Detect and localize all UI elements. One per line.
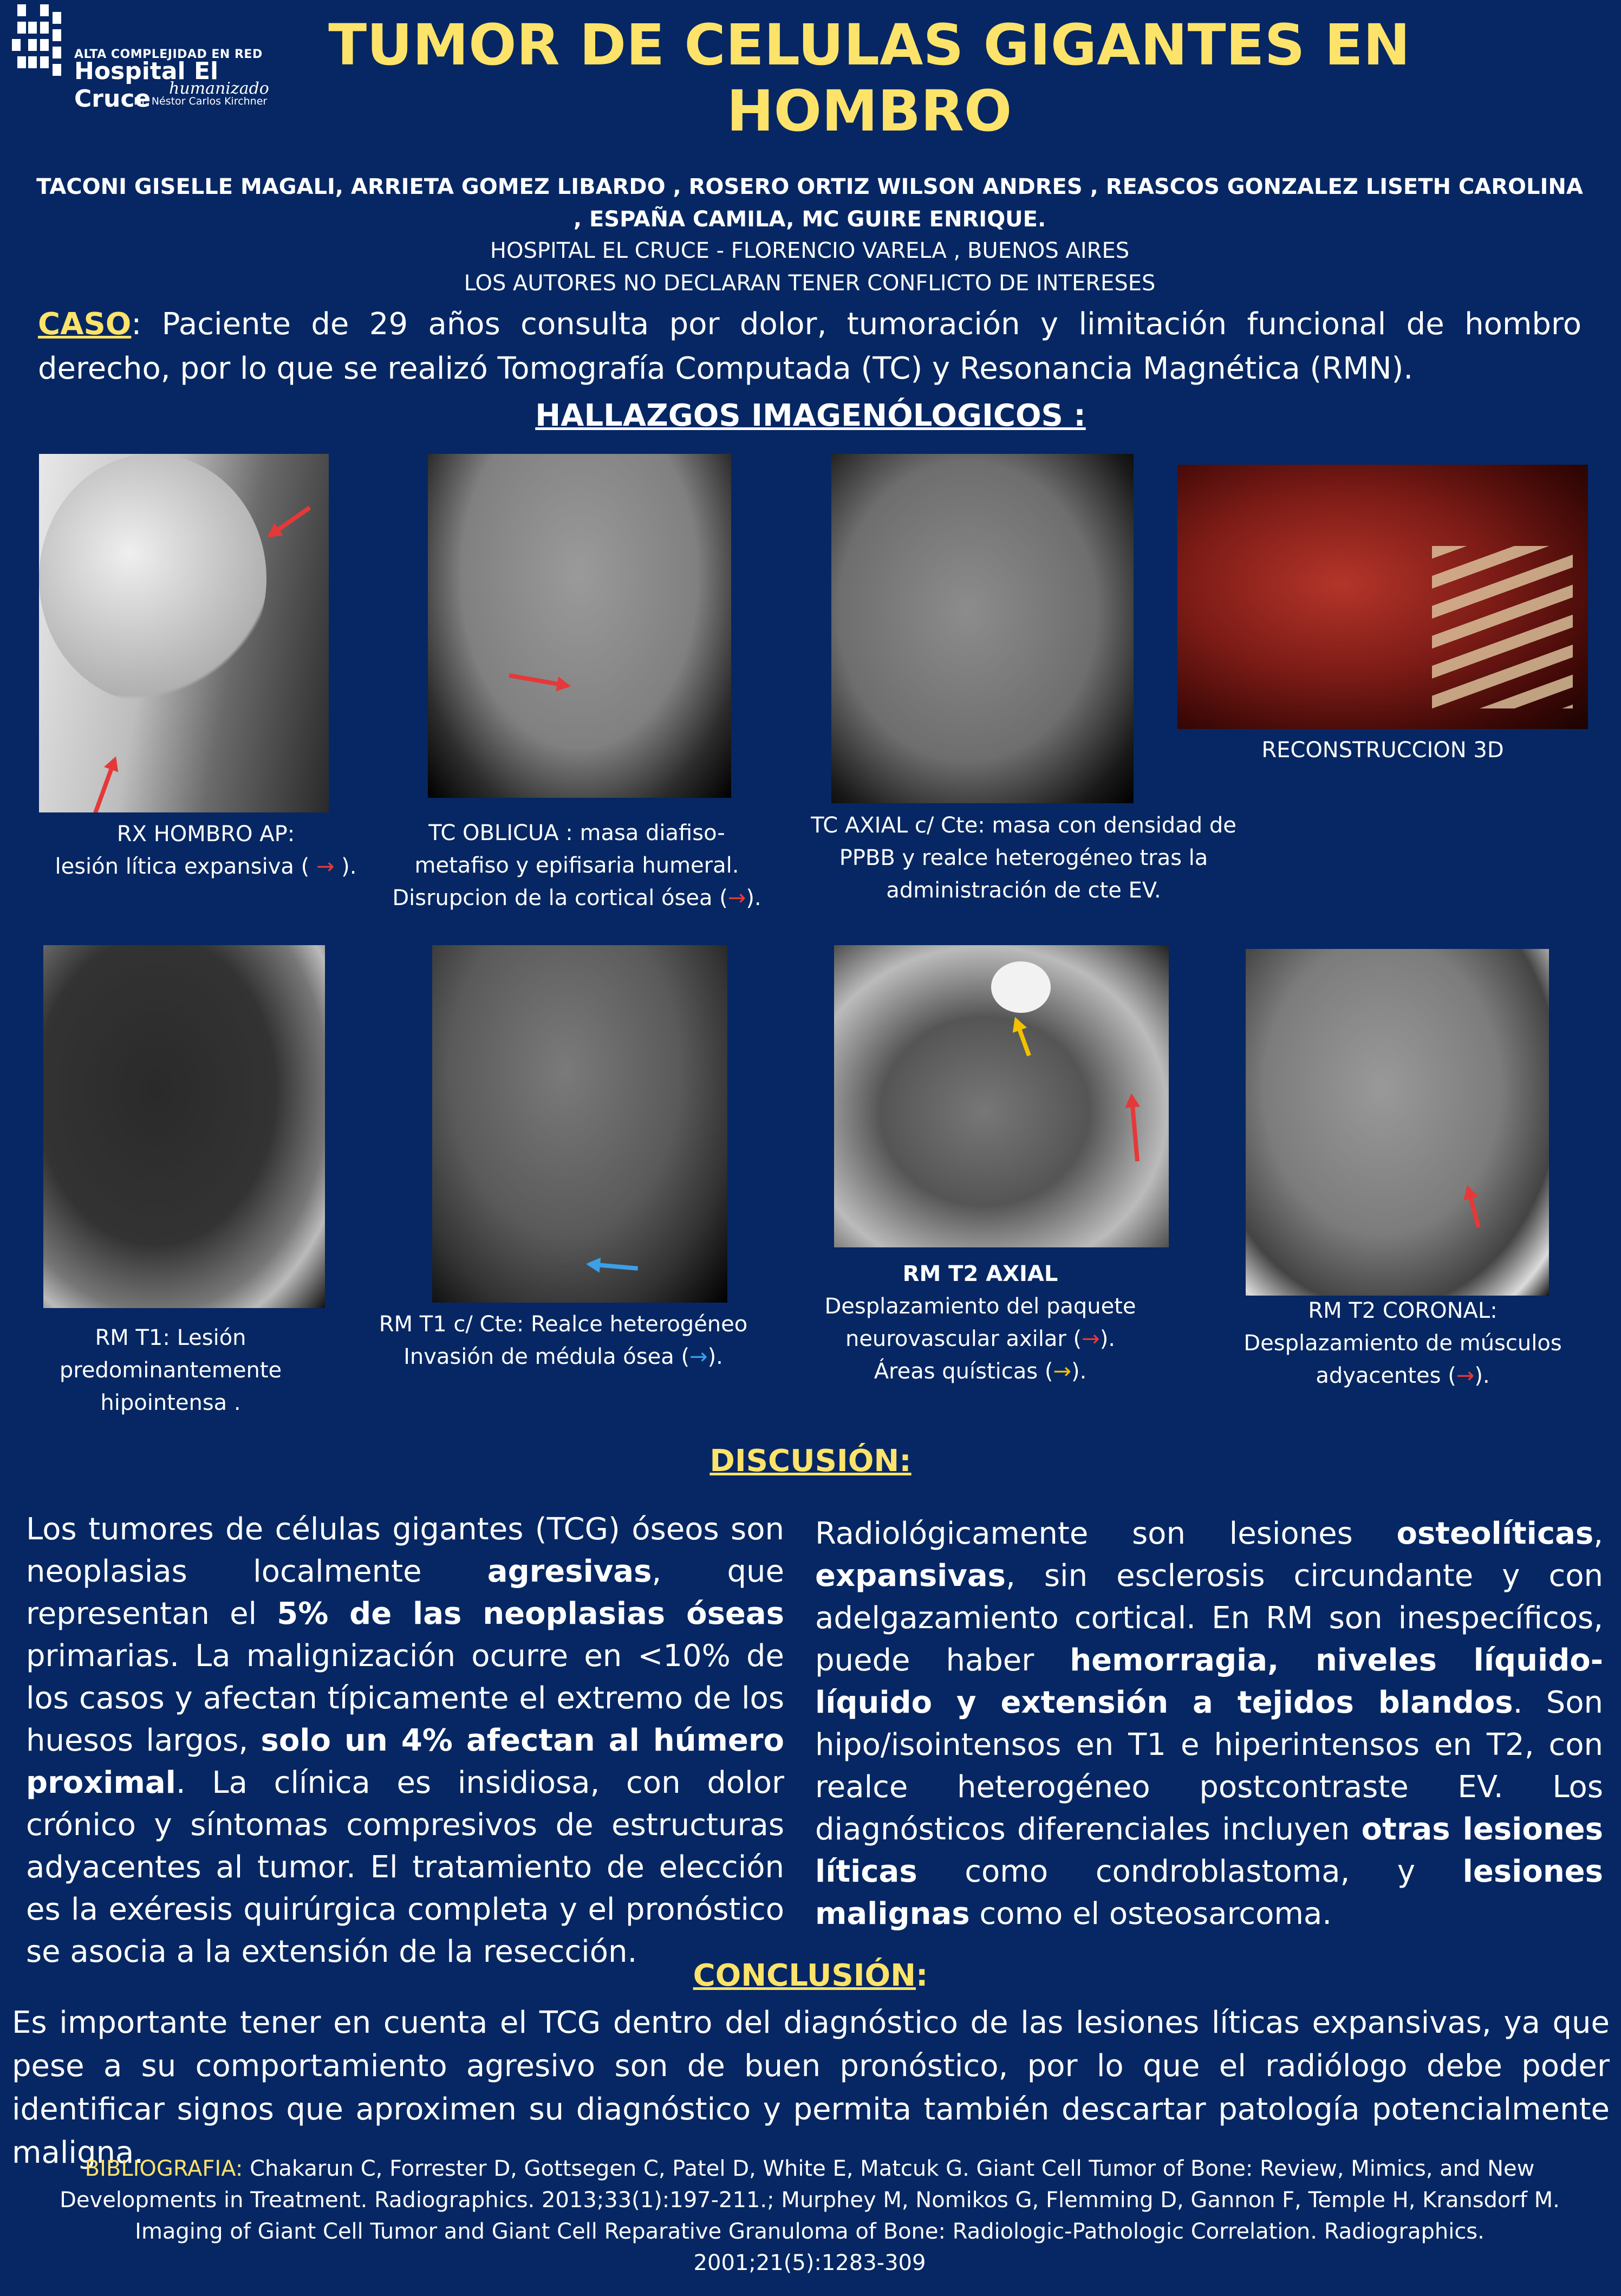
discussion-right-column <box>815 1513 1603 1935</box>
discusion-left-run: . La clínica es insidiosa, con dolor crónico y síntomas compresivos de estructuras adyacentes al tumor. El tratamiento de elección es la exéresis quirúrgica completa y el pronóstico se asocia a la extensión de la resección. <box>26 1765 784 1969</box>
caption-rm-t1-line2: predominantemente <box>59 1358 282 1383</box>
red-arrow-icon: → <box>727 886 746 910</box>
mri-t2-axial-image <box>834 945 1169 1247</box>
discusion-left-run: solo un 4% afectan al húmero proximal <box>26 1723 785 1800</box>
discusion-right-run: Radiológicamente son lesiones <box>815 1516 1397 1551</box>
discusion-right-run: osteolíticas <box>1396 1516 1594 1551</box>
discusion-right-run: como condroblastoma, y <box>917 1854 1463 1889</box>
caption-rm-t2-coronal-line1: RM T2 CORONAL: <box>1308 1298 1498 1323</box>
caption-3d: RECONSTRUCCION 3D <box>1261 738 1504 763</box>
discusion-right-run: como el osteosarcoma. <box>969 1896 1332 1931</box>
caption-rm-t2-axial-end3: ). <box>1071 1359 1087 1384</box>
bibliography-text: Chakarun C, Forrester D, Gottsegen C, Patel D, White E, Matcuk G. Giant Cell Tumor of Bone: Review, Mimics, and New Developments in Treatment. Radiographics. 2013;33(1):197-211.; Murphey M, Nomikos G, Flemming D, Gannon F, Temple H, Kransdorf M. Imaging of Giant Cell Tumor and Giant Cell Reparative Granuloma of Bone: Radiologic-Pathologic Correlation. Radiographics. 2001;21(5):1283-309 <box>60 2156 1560 2275</box>
caption-rm-t2-axial-line1: Desplazamiento del paquete <box>824 1294 1136 1319</box>
logo-figures-icon <box>12 4 71 64</box>
ct-oblique-image <box>428 454 731 798</box>
caption-rm-t2-coronal-text: adyacentes ( <box>1316 1363 1456 1388</box>
caption-rm-t2-axial <box>791 1258 1170 1388</box>
discusion-right-run: otras lesiones líticas <box>815 1812 1603 1889</box>
mri-t2-coronal-image <box>1246 949 1549 1296</box>
discusion-left-run: 5% de las neoplasias óseas <box>277 1596 784 1631</box>
discusion-right-run: hemorragia, niveles líquido- líquido y extensión a tejidos blandos <box>815 1643 1603 1720</box>
yellow-arrow-icon: → <box>1053 1359 1071 1384</box>
caption-rx-text: lesión lítica expansiva ( <box>55 854 316 879</box>
bibliography-label: BIBLIOGRAFIA: <box>84 2156 243 2181</box>
ct-axial-image <box>831 454 1134 803</box>
caption-ct-oblique-line2: metafiso y epifisaria humeral. <box>414 853 739 878</box>
caption-rm-t2-coronal <box>1208 1295 1598 1392</box>
case-label: CASO <box>38 307 132 342</box>
caption-rm-t2-axial-line2 <box>791 1323 1170 1355</box>
caption-rm-t1-contrast-line2 <box>357 1341 769 1373</box>
red-arrow-icon: → <box>316 854 335 879</box>
logo-subname: Dr. Néstor Carlos Kirchner <box>134 95 268 107</box>
caption-rm-t1-contrast <box>357 1308 769 1373</box>
mri-t1-image <box>43 945 325 1308</box>
case-text: : Paciente de 29 años consulta por dolor, tumoración y limitación funcional de hombro derecho, por lo que se realizó Tomografía Computada (TC) y Resonancia Magnética (RMN). <box>38 307 1581 386</box>
caption-rm-t2-axial-end2: ). <box>1099 1326 1116 1351</box>
caption-ct-oblique-line3 <box>382 882 772 914</box>
caption-ct-oblique-line1: TC OBLICUA : masa diafiso- <box>428 821 725 845</box>
logo-tagline: ALTA COMPLEJIDAD EN RED <box>74 48 263 61</box>
caption-ct-oblique <box>382 817 772 914</box>
discusion-right-run: . Son hipo/isointensos en T1 e hiperintensos en T2, con realce heterogéneo postcontraste EV. Los diagnósticos diferenciales incluyen <box>815 1685 1603 1847</box>
caption-rm-t2-coronal-line3 <box>1208 1360 1598 1392</box>
discusion-right-run: , <box>1593 1516 1603 1551</box>
conclusion-colon: : <box>916 1958 928 1993</box>
caption-rx-line1: RX HOMBRO AP: <box>116 822 295 847</box>
affiliation: HOSPITAL EL CRUCE - FLORENCIO VARELA , BUENOS AIRES <box>490 238 1130 263</box>
discussion-heading-text: DISCUSIÓN: <box>709 1443 912 1479</box>
discussion-left-column <box>26 1508 784 1973</box>
caption-rm-t2-axial-text3: Áreas quísticas ( <box>874 1359 1053 1384</box>
discusion-right-run: , sin esclerosis circundante y con adelgazamiento cortical. En RM son inespecíficos, puede haber <box>815 1558 1603 1678</box>
red-arrow-icon: → <box>1456 1363 1475 1388</box>
caption-rm-t2-axial-line3 <box>791 1355 1170 1388</box>
caption-rx <box>32 818 379 883</box>
caption-rm-t2-axial-title: RM T2 AXIAL <box>902 1261 1058 1286</box>
hospital-logo <box>12 4 283 113</box>
red-arrow-icon: → <box>1082 1326 1100 1351</box>
logo-script: humanizado <box>169 79 269 98</box>
mri-t1-contrast-image <box>432 945 727 1303</box>
authors: TACONI GISELLE MAGALI, ARRIETA GOMEZ LIBARDO , ROSERO ORTIZ WILSON ANDRES , REASCOS GONZALEZ LISETH CAROLINA , ESPAÑA CAMILA, MC GUIRE ENRIQUE. <box>36 174 1583 232</box>
conclusion-heading-text: CONCLUSIÓN <box>693 1958 916 1993</box>
case-paragraph <box>38 302 1581 391</box>
affiliation-block <box>32 235 1587 300</box>
poster-title: TUMOR DE CELULAS GIGANTES EN HOMBRO <box>328 12 1410 144</box>
conflict-statement: LOS AUTORES NO DECLARAN TENER CONFLICTO DE INTERESES <box>464 271 1156 296</box>
caption-rm-t2-coronal-line2: Desplazamiento de músculos <box>1244 1331 1562 1356</box>
caption-rm-t1-line3: hipointensa . <box>100 1390 241 1415</box>
caption-rm-t2-coronal-end: ). <box>1474 1363 1490 1388</box>
caption-rm-t1-contrast-line1: RM T1 c/ Cte: Realce heterogéneo <box>379 1312 748 1337</box>
bibliography <box>38 2153 1581 2279</box>
caption-rm-t1-contrast-text: Invasión de médula ósea ( <box>403 1344 690 1369</box>
caption-ct-axial-line2: PPBB y realce heterogéneo tras la <box>839 845 1208 870</box>
discusion-right-run: lesiones malignas <box>815 1854 1603 1931</box>
caption-rx-end: ). <box>334 854 357 879</box>
discusion-right-run: expansivas <box>815 1558 1006 1593</box>
findings-heading: HALLAZGOS IMAGENÓLOGICOS : <box>535 398 1086 433</box>
caption-ct-axial-line1: TC AXIAL c/ Cte: masa con densidad de <box>811 813 1236 838</box>
discusion-left-run: , que representan el <box>26 1554 784 1631</box>
logo-name: Hospital El Cruce <box>74 57 219 113</box>
caption-rm-t1 <box>27 1322 314 1419</box>
conclusion-text: Es importante tener en cuenta el TCG dentro del diagnóstico de las lesiones líticas expansivas, ya que pese a su comportamiento agresivo son de buen pronóstico, por lo que el radiólogo debe poder identificar signos que aproximen su diagnóstico y permita también descartar patología potencialmente maligna. <box>12 2005 1610 2170</box>
3d-reconstruction-image <box>1177 465 1588 729</box>
discusion-left-run: Los tumores de células gigantes (TCG) óseos son neoplasias localmente <box>26 1512 784 1589</box>
discusion-left-run: primarias. La malignización ocurre en <10% de los casos y afectan típicamente el extremo de los huesos largos, <box>26 1638 784 1758</box>
caption-rm-t2-axial-text2: neurovascular axilar ( <box>845 1326 1082 1351</box>
caption-rm-t1-contrast-end: ). <box>707 1344 723 1369</box>
caption-ct-oblique-end: ). <box>746 886 761 910</box>
discusion-left-run: agresivas <box>487 1554 652 1589</box>
blue-arrow-icon: → <box>689 1344 708 1369</box>
xray-shoulder-image <box>39 454 329 812</box>
conclusion-heading <box>0 1958 1621 1993</box>
discussion-heading <box>0 1443 1621 1479</box>
caption-ct-axial-line3: administración de cte EV. <box>886 878 1161 903</box>
caption-rm-t1-line1: RM T1: Lesión <box>95 1325 246 1350</box>
caption-rx-line2 <box>32 850 379 883</box>
caption-ct-axial <box>791 809 1257 907</box>
caption-ct-oblique-text: Disrupcion de la cortical ósea ( <box>392 886 728 910</box>
